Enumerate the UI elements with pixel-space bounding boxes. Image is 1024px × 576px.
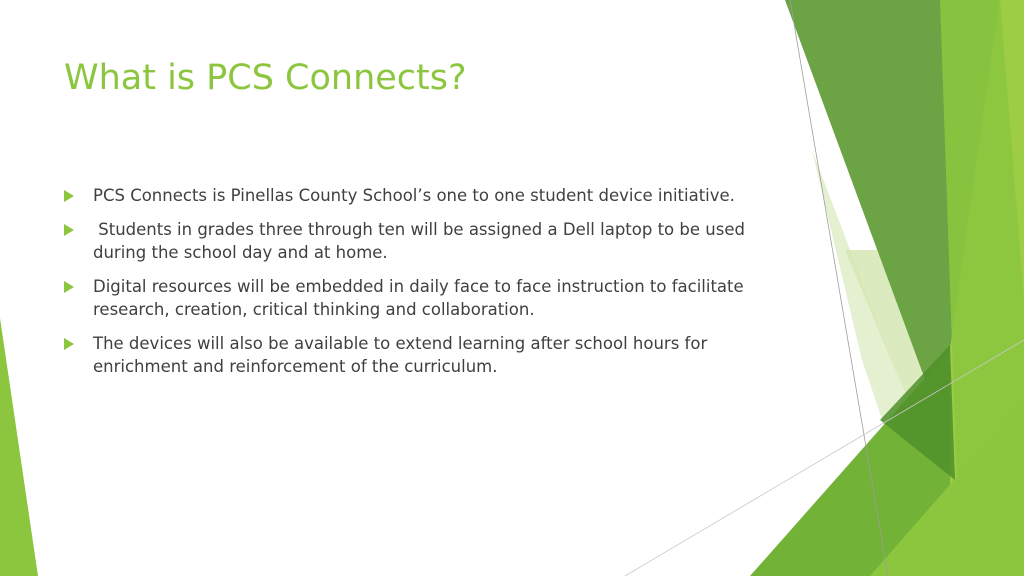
triangle-bullet-icon (64, 338, 74, 350)
bullet-text: Students in grades three through ten will be assigned a Dell laptop to be used during the school day and at home. (93, 220, 751, 262)
bullet-text: The devices will also be available to extend learning after school hours for enrichment and reinforcement of the curriculum. (93, 334, 708, 376)
bullet-item (64, 332, 764, 378)
slide-title: What is PCS Connects? (64, 58, 467, 98)
bullet-item (64, 218, 764, 264)
bullet-text: PCS Connects is Pinellas County School’s one to one student device initiative. (93, 186, 735, 205)
bullet-item (64, 184, 764, 207)
triangle-bullet-icon (64, 281, 74, 293)
triangle-bullet-icon (64, 224, 74, 236)
bullet-list (64, 184, 764, 389)
bullet-text: Digital resources will be embedded in daily face to face instruction to facilitate research, creation, critical thinking and collaboration. (93, 277, 744, 319)
triangle-bullet-icon (64, 190, 74, 202)
left-edge-facet (0, 318, 38, 576)
bullet-item (64, 275, 764, 321)
